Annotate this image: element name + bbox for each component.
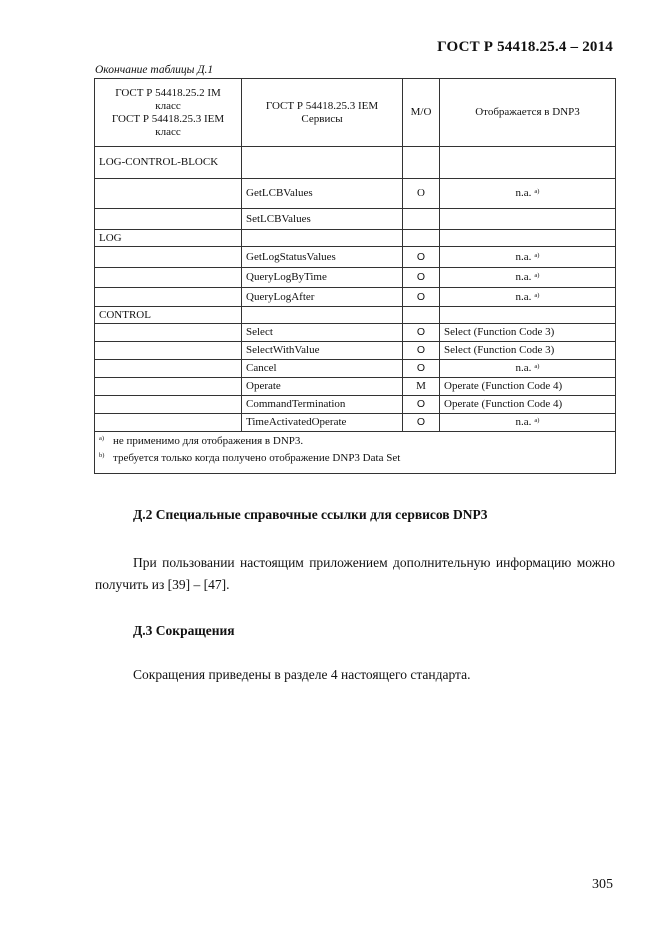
service-cell: Cancel xyxy=(242,360,403,378)
section-d2-heading: Д.2 Специальные справочные ссылки для сервисов DNP3 xyxy=(133,507,488,522)
table-row xyxy=(95,247,616,268)
class-cell xyxy=(95,360,242,378)
mo-cell: M xyxy=(403,378,440,396)
page-number: 305 xyxy=(592,877,613,892)
service-cell: Operate xyxy=(242,378,403,396)
footnotes-row xyxy=(95,432,616,474)
mo-cell: O xyxy=(403,179,440,209)
dnp3-cell: n.a. $^{a)}$ xyxy=(440,360,616,378)
dnp3-cell: Select (Function Code 3) xyxy=(440,324,616,342)
service-cell: SetLCBValues xyxy=(242,209,403,230)
service-cell xyxy=(242,230,403,247)
dnp3-cell: Operate (Function Code 4) xyxy=(440,396,616,414)
column-header-service: ГОСТ Р 54418.25.3 IEM Сервисы xyxy=(242,79,403,147)
dnp3-cell: n.a. $^{a)}$ xyxy=(440,247,616,268)
mo-cell: O xyxy=(403,414,440,432)
dnp3-cell: n.a. $^{a)}$ xyxy=(440,414,616,432)
class-cell xyxy=(95,414,242,432)
table-row xyxy=(95,307,616,324)
class-cell xyxy=(95,378,242,396)
table-row xyxy=(95,268,616,288)
dnp3-cell: Operate (Function Code 4) xyxy=(440,378,616,396)
table-row xyxy=(95,396,616,414)
mo-cell xyxy=(403,209,440,230)
class-cell xyxy=(95,179,242,209)
mo-cell: O xyxy=(403,288,440,307)
service-cell: GetLCBValues xyxy=(242,179,403,209)
class-cell: LOG-CONTROL-BLOCK xyxy=(95,147,242,179)
mo-cell: O xyxy=(403,396,440,414)
service-cell: CommandTermination xyxy=(242,396,403,414)
column-header-class: ГОСТ Р 54418.25.2 IM класс ГОСТ Р 54418.25.3 IEM класс xyxy=(95,79,242,147)
section-d3-heading: Д.3 Сокращения xyxy=(133,623,235,638)
service-cell xyxy=(242,147,403,179)
table-caption: Окончание таблицы Д.1 xyxy=(95,64,214,76)
table-row xyxy=(95,378,616,396)
dnp3-cell xyxy=(440,147,616,179)
column-header-dnp3: Отображается в DNP3 xyxy=(440,79,616,147)
table-row xyxy=(95,414,616,432)
service-cell xyxy=(242,307,403,324)
table-row xyxy=(95,230,616,247)
dnp3-cell: n.a. $^{a)}$ xyxy=(440,268,616,288)
column-header-mo: M/O xyxy=(403,79,440,147)
mo-cell: O xyxy=(403,342,440,360)
service-cell: GetLogStatusValues xyxy=(242,247,403,268)
table-row xyxy=(95,288,616,307)
dnp3-cell xyxy=(440,209,616,230)
class-cell xyxy=(95,396,242,414)
mo-cell xyxy=(403,230,440,247)
document-header-title: ГОСТ Р 54418.25.4 – 2014 xyxy=(437,39,613,55)
mo-cell: O xyxy=(403,324,440,342)
footnote-b: b) требуется только когда получено отображение DNP3 Data Set xyxy=(99,452,401,464)
footnotes-cell xyxy=(95,432,616,474)
service-cell: SelectWithValue xyxy=(242,342,403,360)
service-cell: TimeActivatedOperate xyxy=(242,414,403,432)
footnote-a: a) не применимо для отображения в DNP3. xyxy=(99,435,304,447)
mo-cell: O xyxy=(403,268,440,288)
dnp3-cell: n.a. $^{a)}$ xyxy=(440,288,616,307)
mo-cell: O xyxy=(403,360,440,378)
class-cell: CONTROL xyxy=(95,307,242,324)
table-row xyxy=(95,360,616,378)
mo-cell: O xyxy=(403,247,440,268)
mo-cell xyxy=(403,307,440,324)
table-row xyxy=(95,324,616,342)
table-row xyxy=(95,209,616,230)
dnp3-cell: Select (Function Code 3) xyxy=(440,342,616,360)
section-d2-paragraph: При пользовании настоящим приложением дополнительную информацию можно получить из [39] – [47]. xyxy=(95,555,615,592)
class-cell xyxy=(95,288,242,307)
dnp3-mapping-table xyxy=(94,78,616,474)
dnp3-cell xyxy=(440,307,616,324)
section-d3-paragraph: Сокращения приведены в разделе 4 настоящего стандарта. xyxy=(133,667,471,682)
table-row xyxy=(95,147,616,179)
table-header-row xyxy=(95,79,616,147)
service-cell: QueryLogByTime xyxy=(242,268,403,288)
dnp3-cell xyxy=(440,230,616,247)
table-row xyxy=(95,179,616,209)
service-cell: QueryLogAfter xyxy=(242,288,403,307)
class-cell: LOG xyxy=(95,230,242,247)
class-cell xyxy=(95,209,242,230)
class-cell xyxy=(95,324,242,342)
class-cell xyxy=(95,268,242,288)
mo-cell xyxy=(403,147,440,179)
table-row xyxy=(95,342,616,360)
dnp3-cell: n.a. $^{a)}$ xyxy=(440,179,616,209)
class-cell xyxy=(95,342,242,360)
class-cell xyxy=(95,247,242,268)
service-cell: Select xyxy=(242,324,403,342)
